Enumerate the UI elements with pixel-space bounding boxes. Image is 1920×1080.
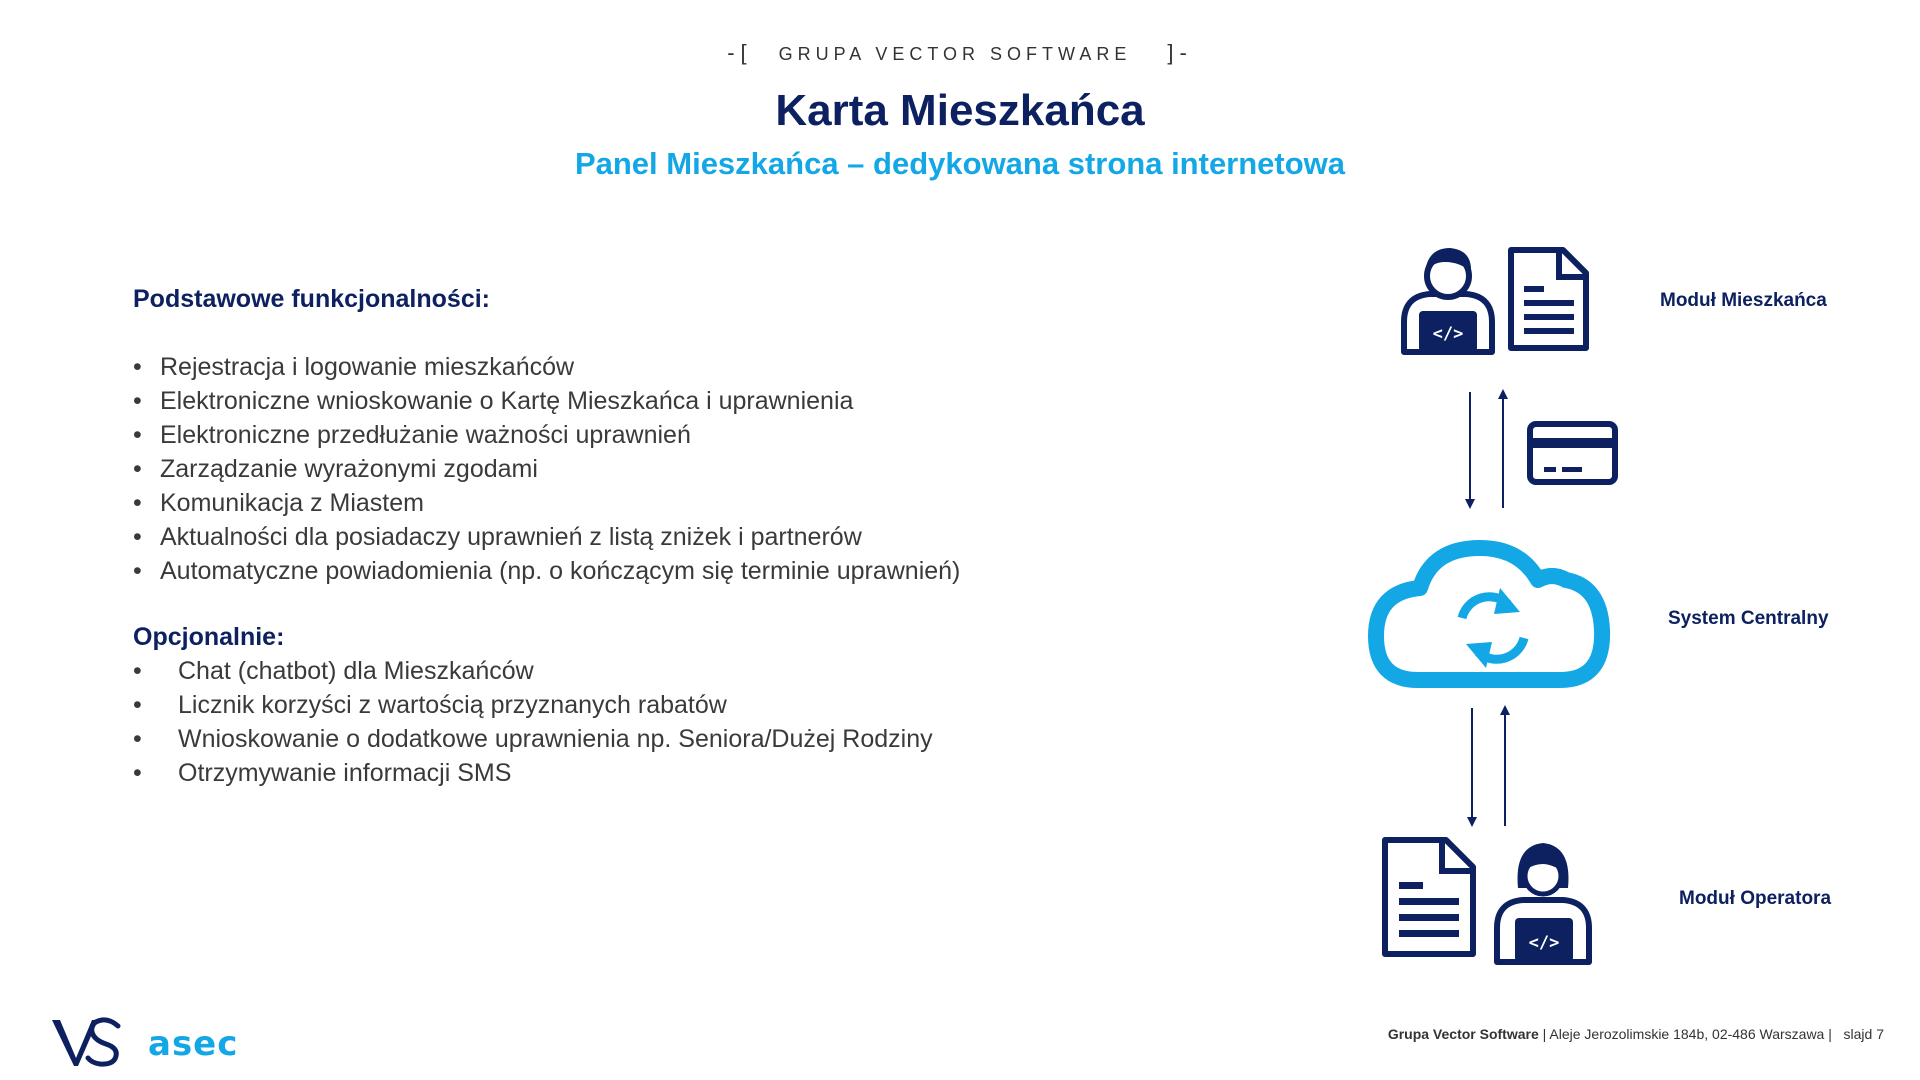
credit-card-icon bbox=[1530, 424, 1615, 482]
bullet-icon: • bbox=[133, 421, 142, 449]
list-item bbox=[133, 486, 1133, 520]
bullet-icon: • bbox=[133, 557, 142, 585]
list-item bbox=[133, 418, 1133, 452]
list-item-text: Wnioskowanie o dodatkowe uprawnienia np. Seniora/Dużej Rodziny bbox=[178, 725, 933, 753]
bullet-icon: • bbox=[133, 455, 142, 483]
optional-features-heading: Opcjonalnie: bbox=[133, 623, 285, 651]
list-item-text: Elektroniczne wnioskowanie o Kartę Mieszkańca i uprawnienia bbox=[160, 387, 854, 415]
page-subtitle: Panel Mieszkańca – dedykowana strona internetowa bbox=[574, 146, 1346, 181]
basic-features-heading: Podstawowe funkcjonalności: bbox=[133, 285, 490, 313]
list-item bbox=[133, 688, 1133, 722]
list-item-text: Automatyczne powiadomienia (np. o kończącym się terminie uprawnień) bbox=[160, 557, 961, 585]
footer-company: Grupa Vector Software bbox=[1387, 1026, 1539, 1042]
list-item-text: Otrzymywanie informacji SMS bbox=[178, 759, 512, 787]
list-item bbox=[133, 520, 1133, 554]
asec-logo: asec bbox=[148, 1024, 239, 1064]
operator-document-icon bbox=[1385, 840, 1473, 954]
list-item-text: Aktualności dla posiadaczy uprawnień z listą zniżek i partnerów bbox=[160, 523, 862, 551]
list-item bbox=[133, 722, 1133, 756]
bracket-close: ]- bbox=[1167, 40, 1193, 65]
list-item bbox=[133, 452, 1133, 486]
bullet-icon: • bbox=[133, 725, 142, 753]
footer-address: | Aleje Jerozolimskie 184b, 02-486 Warszawa | slajd 7 bbox=[1538, 1026, 1884, 1042]
bracket-open: -[ bbox=[727, 40, 753, 65]
central-system-label: System Centralny bbox=[1668, 608, 1829, 629]
cloud-sync-icon bbox=[1376, 548, 1602, 680]
operator-person-icon bbox=[1497, 843, 1589, 962]
feature-lists bbox=[133, 282, 1133, 790]
brand-header bbox=[0, 40, 1920, 66]
code-glyph: </> bbox=[1432, 324, 1464, 344]
bullet-icon: • bbox=[133, 657, 142, 685]
bullet-icon: • bbox=[133, 691, 142, 719]
bullet-icon: • bbox=[133, 353, 142, 381]
list-item-text: Licznik korzyści z wartością przyznanych rabatów bbox=[178, 691, 727, 719]
list-item-text: Elektroniczne przedłużanie ważności uprawnień bbox=[160, 421, 691, 449]
bullet-icon: • bbox=[133, 387, 142, 415]
list-item-text: Komunikacja z Miastem bbox=[160, 489, 424, 517]
resident-document-icon bbox=[1511, 250, 1586, 348]
resident-person-icon bbox=[1404, 248, 1492, 352]
list-item bbox=[133, 756, 1133, 790]
brand-name: GRUPA VECTOR SOFTWARE bbox=[778, 44, 1132, 64]
code-glyph: </> bbox=[1528, 933, 1560, 953]
basic-features-list bbox=[133, 350, 1133, 588]
optional-features-list bbox=[133, 654, 1133, 790]
list-item bbox=[133, 384, 1133, 418]
resident-module-label: Moduł Mieszkańca bbox=[1660, 290, 1827, 311]
list-item-text: Zarządzanie wyrażonymi zgodami bbox=[160, 455, 538, 483]
operator-module-label: Moduł Operatora bbox=[1679, 888, 1832, 909]
vs-logo-icon bbox=[50, 1016, 122, 1068]
footer-info bbox=[1388, 1026, 1884, 1042]
list-item bbox=[133, 554, 1133, 588]
bullet-icon: • bbox=[133, 523, 142, 551]
list-item-text: Rejestracja i logowanie mieszkańców bbox=[160, 353, 575, 381]
list-item-text: Chat (chatbot) dla Mieszkańców bbox=[178, 657, 534, 685]
bullet-icon: • bbox=[133, 759, 142, 787]
list-item bbox=[133, 350, 1133, 384]
list-item bbox=[133, 654, 1133, 688]
page-title: Karta Mieszkańca bbox=[775, 86, 1145, 135]
bullet-icon: • bbox=[133, 489, 142, 517]
